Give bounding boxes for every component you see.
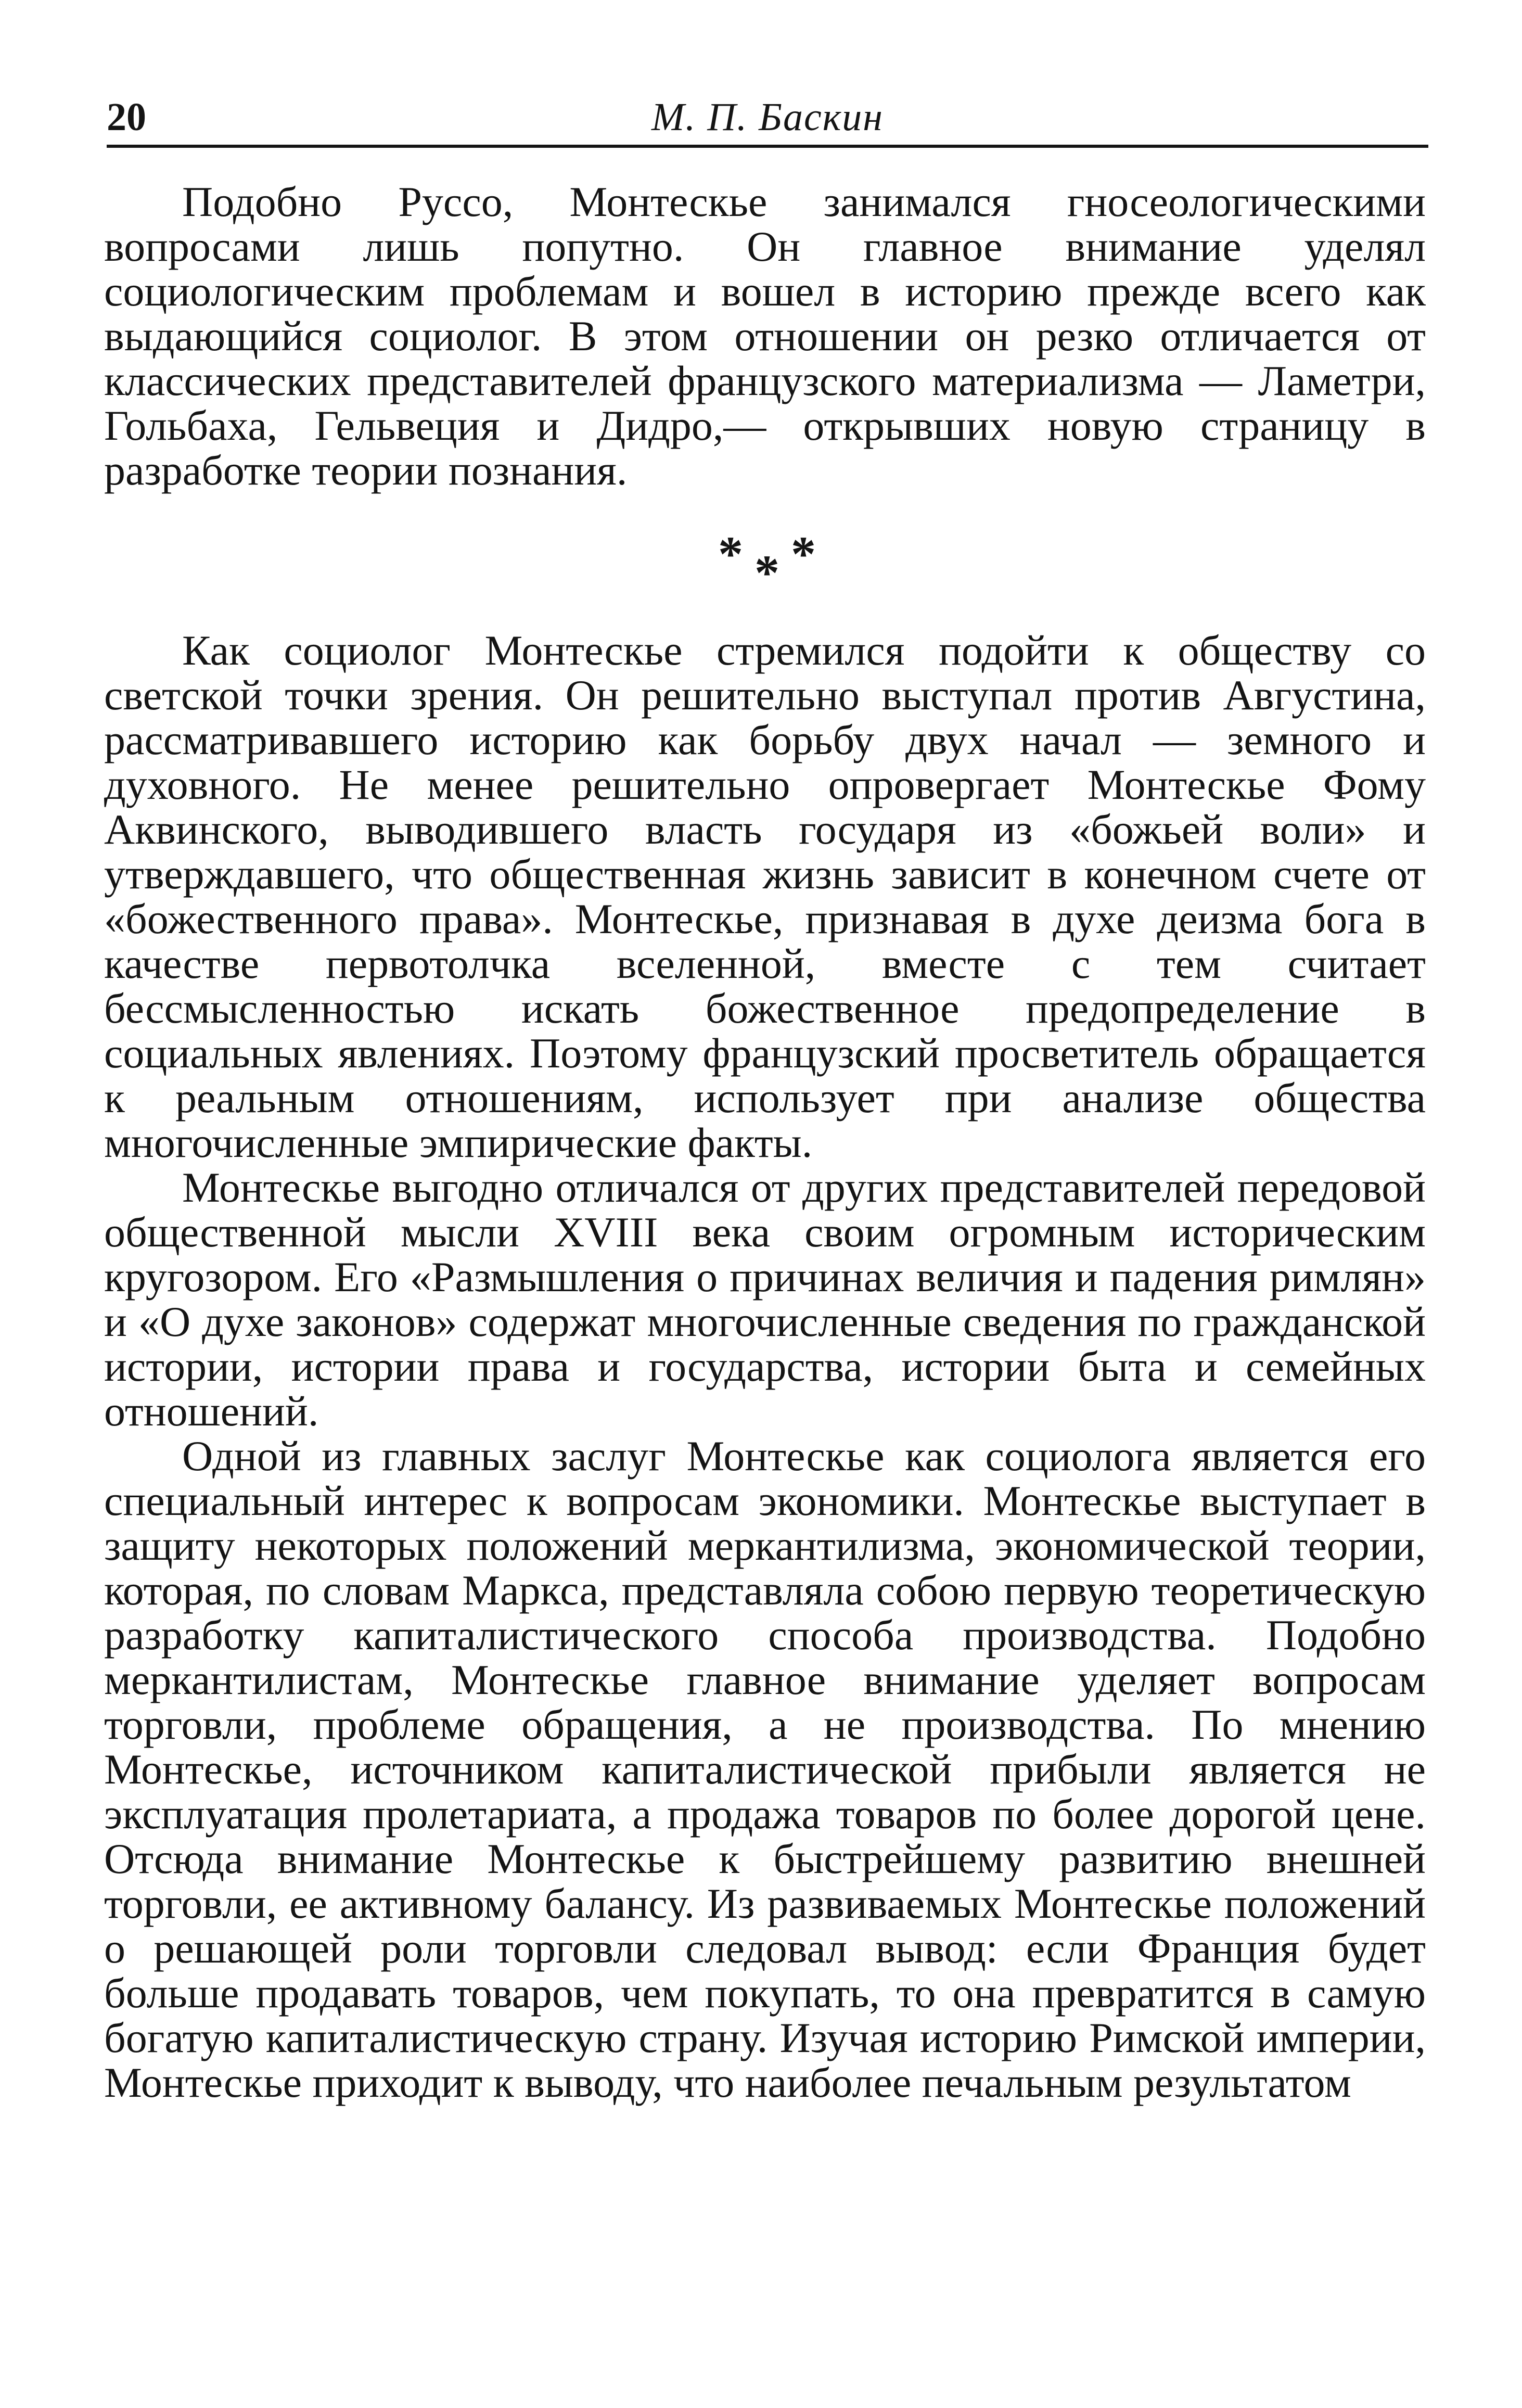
asterisk: * [754,545,779,601]
header-rule [107,145,1428,148]
running-title: М. П. Баскин [651,95,884,139]
paragraph: Монтескье выгодно отличался от других представителей передовой общественной мысли XVIII века своим огромным историческим кругозором. Его «Размышления о причинах величия и падения римлян» и «О духе законов» содержат многочисленные сведения по гражданской истории, истории права и государства, истории быта и семейных отношений. [104,1164,1426,1435]
asterisk: * [718,526,743,582]
paragraph: Одной из главных заслуг Монтескье как социолога является его специальный интерес к вопросам экономики. Монтескье выступает в защиту некоторых положений меркантилизма, экономической теории, которая, по словам Маркса, представляла собою первую теоретическую разработку капиталистического способа производства. Подобно меркантилистам, Монтескье главное внимание уделяет вопросам торговли, проблеме обращения, а не производства. По мнению Монтескье, источником капиталистической прибыли является не эксплуатация пролетариата, а продажа товаров по более дорогой цене. Отсюда внимание Монтескье к быстрейшему развитию внешней торговли, ее активному балансу. Из развиваемых Монтескье положений о решающей роли торговли следовал вывод: если Франция будет больше продавать товаров, чем покупать, то она превратится в самую богатую капиталистическую страну. Изучая историю Римской империи, Монтескье приходит к выводу, что наиболее печальным результатом [104,1432,1426,2106]
section-separator [104,493,1426,628]
page-number: 20 [107,95,146,139]
asterisk: * [791,526,816,582]
asterism [702,526,827,601]
body-text [104,180,1426,2105]
page-header [107,88,1428,146]
paragraph: Как социолог Монтескье стремился подойти к обществу со светской точки зрения. Он решительно выступал против Августина, рассматривавшего историю как борьбу двух начал — земного и духовного. Не менее решительно опровергает Монтескье Фому Аквинского, выводившего власть государя из «божьей воли» и утверждавшего, что общественная жизнь зависит в конечном счете от «божественного права». Монтескье, признавая в духе деизма бога в качестве первотолчка вселенной, вместе с тем считает бессмысленностью искать божественное предопределение в социальных явлениях. Поэтому французский просветитель обращается к реальным отношениям, использует при анализе общества многочисленные эмпирические факты. [104,627,1426,1166]
paragraph: Подобно Руссо, Монтескье занимался гносеологическими вопросами лишь попутно. Он главное внимание уделял социологическим проблемам и вошел в историю прежде всего как выдающийся социолог. В этом отношении он резко отличается от классических представителей французского материализма — Ламетри, Гольбаха, Гельвеция и Дидро,— открывших новую страницу в разработке теории познания. [104,178,1426,494]
